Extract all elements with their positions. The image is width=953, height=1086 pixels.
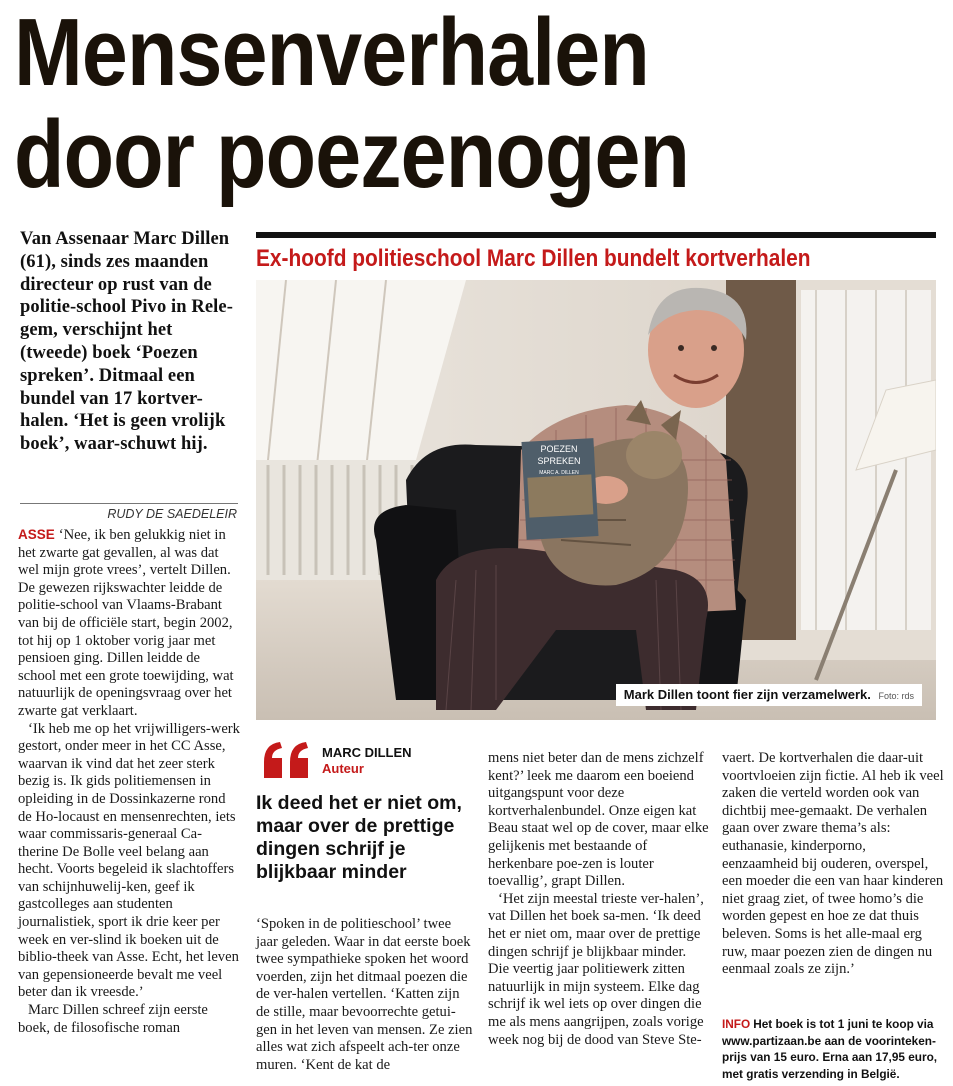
body-column-4	[722, 750, 944, 979]
body-paragraph: ‘Het zijn meestal trieste ver-halen’, vat Dillen het boek sa-men. ‘Ik deed het er niet om, maar over de prettige dingen schrijf je blijkbaar minder. Die veertig jaar politiewerk zitten natuurlijk in mijn systeem. Elke dag schrijf ik wel iets op over dingen die me als mens aangrijpen, zoals vorige week nog bij de dood van Steve Ste-	[488, 890, 704, 1048]
info-box	[722, 1016, 947, 1082]
article-photo	[256, 280, 936, 720]
body-paragraph: ‘Spoken in de politieschool’ twee jaar geleden. Waar in dat eerste boek twee sympathieke spoken het woord voerden, zijn het ditmaal poezen die de ver-halen vertellen. ‘Katten zijn de stille, maar bevoorrechte getui-gen in het leven van mensen. Ze zien alles wat zich afspeelt ach-ter onze muren. ‘Kent de kat de	[256, 916, 473, 1073]
body-paragraph: mens niet beter dan de mens zichzelf kent?’ leek me daarom een boeiend uitgangspunt voor deze kortverhalenbundel. Onze eigen kat Beau staat wel op de cover, maar elke gelijkenis met bestaande of herkenbare poe-zen is louter toevallig’, grapt Dillen.	[488, 750, 709, 890]
byline-divider	[20, 503, 238, 504]
headline-line-1: Mensenverhalen	[14, 0, 649, 106]
book-author: MARC A. DILLEN	[539, 470, 579, 476]
body-paragraph: ‘Ik heb me op het vrijwilligers-werk gestort, onder meer in het CC Asse, waarvan ik vind dat het zeer sterk bezig is. Ik gids politiemensen in opleiding in de Dossinkazerne rond de Ho-locaust en mensenrechten, iets waar commissaris-generaal Ca-therine De Bolle veel belang aan hecht. Voorts begeleid ik slachtoffers van schijnhuwelij-ken, geef ik gastcolleges aan studenten journalistiek, sport ik drie keer per week en ver-slind ik boeken uit de biblio-theek van Asse. Echt, het leven van gepensioneerde bevalt me veel beter dan ik vreesde.’	[18, 720, 240, 1001]
subheadline: Ex-hoofd politieschool Marc Dillen bundelt kortverhalen	[256, 245, 811, 272]
photo-caption-text: Mark Dillen toont fier zijn verzamelwerk.	[623, 687, 871, 702]
pull-quote: Ik deed het er niet om, maar over de prettige dingen schrijf je blijkbaar minder	[256, 792, 462, 883]
intro-lede: Van Assenaar Marc Dillen (61), sinds zes maanden directeur op rust van de politie-school Pivo in Rele-gem, verschijnt het (tweede) boek ‘Poezen spreken’. Ditmaal een bundel van 17 kortver-halen. ‘Het is geen vrolijk boek’, waar-schuwt hij.	[20, 229, 233, 455]
body-column-2	[256, 916, 476, 1074]
book-cover	[521, 438, 598, 540]
quote-mark-icon	[258, 732, 318, 792]
quote-author-role: Auteur	[322, 761, 364, 776]
body-paragraph-text: ‘Nee, ik ben gelukkig niet in het zwarte gat gevallen, al was dat wel mijn grote vrees’, vertelt Dillen. De gewezen rijkswachter leidde de politie-school van Vlaams-Brabant van bij de officiële start, begin 2002, tot hij op 1 oktober vorig jaar met pensioen ging. Dillen leidde de school met een grote toewijding, wat natuurlijk de openingsvraag over het zwarte gat verklaart.	[18, 527, 234, 719]
headline-line-2: door poezenogen	[14, 101, 690, 208]
body-paragraph: vaert. De kortverhalen die daar-uit voortvloeien zijn fictie. Al heb ik veel zaken die verteld worden ook van dichtbij mee-gemaakt. De verhalen gaan over zware thema’s als: euthanasie, kinderporno, eenzaamheid bij ouderen, overspel, een moeder die een van haar kinderen niet graag ziet, of twee homo’s die worden gepest en hoe ze dat thuis beleven. Soms is het alle-maal erg ruw, maar poezen zien de dingen nu eenmaal zoals ze zijn.’	[722, 750, 944, 978]
byline: RUDY DE SAEDELEIR	[107, 507, 237, 521]
body-column-3	[488, 750, 710, 1049]
photo-illustration	[256, 280, 936, 720]
body-paragraph: Marc Dillen schreef zijn eerste boek, de filosofische roman	[18, 1002, 208, 1036]
photo-credit: Foto: rds	[878, 691, 914, 701]
quote-author-name: MARC DILLEN	[322, 745, 412, 760]
body-paragraph	[18, 526, 240, 721]
info-label: INFO	[722, 1017, 751, 1031]
book-title-line-2: SPREKEN	[537, 456, 581, 466]
headline	[14, 2, 814, 206]
photo-caption	[616, 684, 922, 706]
info-text: Het boek is tot 1 juni te koop via www.partizaan.be aan de voorinteken-prijs van 15 euro. Erna aan 17,95 euro, met gratis verzending in België.	[722, 1017, 938, 1081]
dateline: ASSE	[18, 527, 55, 542]
book-title-line-1: POEZEN	[540, 444, 578, 454]
headline-rule	[256, 232, 936, 238]
body-column-1	[18, 526, 240, 1037]
